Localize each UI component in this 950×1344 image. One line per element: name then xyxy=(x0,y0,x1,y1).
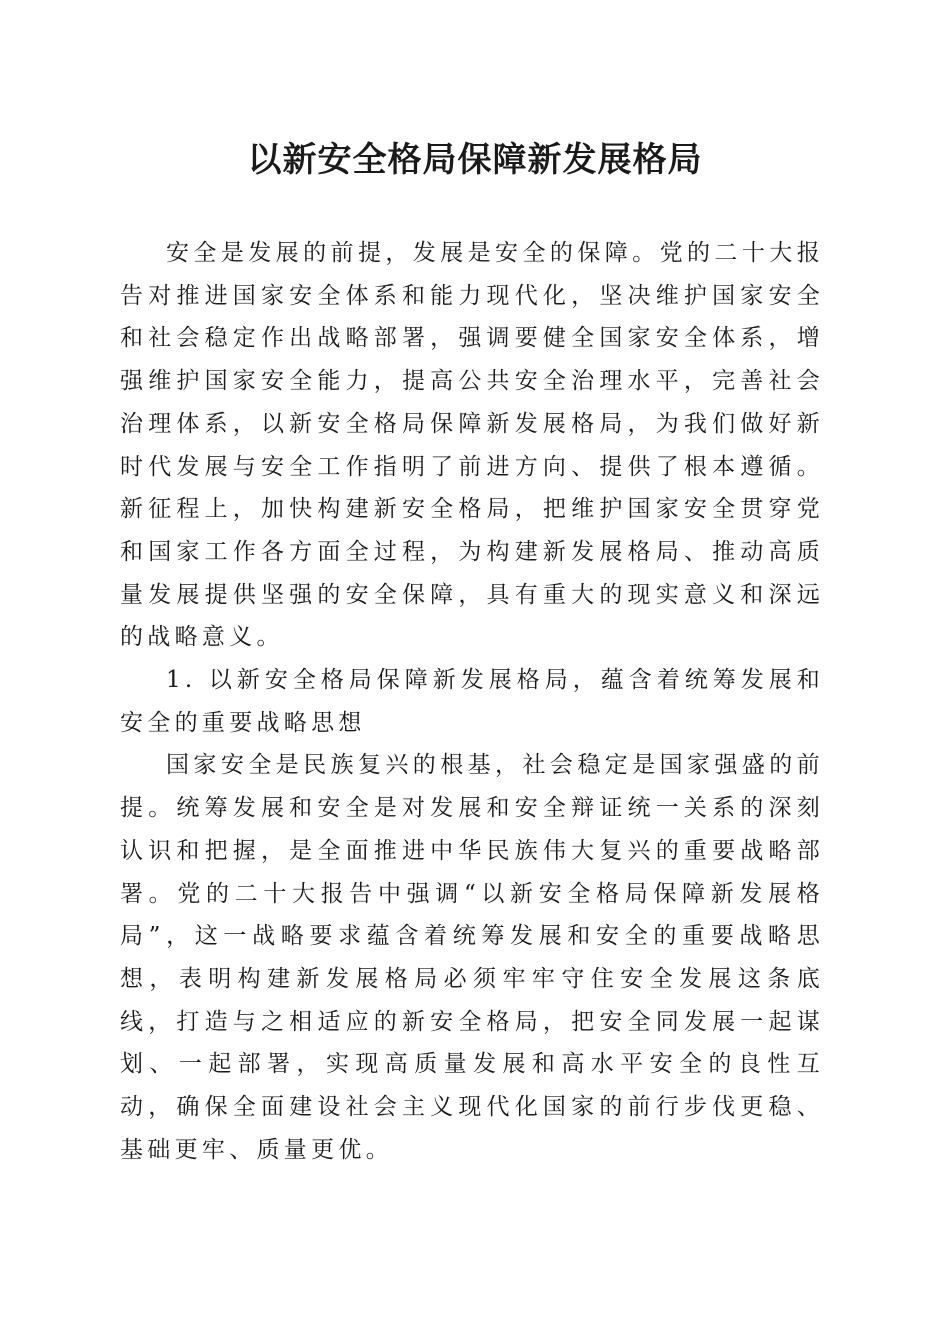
document-title: 以新安全格局保障新发展格局 xyxy=(247,140,703,180)
intro-paragraph: 安全是发展的前提，发展是安全的保障。党的二十大报告对推进国家安全体系和能力现代化，坚决维护国家安全和社会稳定作出战略部署，强调要健全国家安全体系，增强维护国家安全能力，提高公共安全治理水平，完善社会治理体系，以新安全格局保障新发展格局，为我们做好新时代发展与安全工作指明了前进方向、提供了根本遵循。新征程上，加快构建新安全格局，把维护国家安全贯穿党和国家工作各方面全过程，为构建新发展格局、推动高质量发展提供坚强的安全保障，具有重大的现实意义和深远的战略意义。 xyxy=(120,240,824,651)
section-1-paragraph: 国家安全是民族复兴的根基，社会稳定是国家强盛的前提。统筹发展和安全是对发展和安全辩证统一关系的深刻认识和把握，是全面推进中华民族伟大复兴的重要战略部署。党的二十大报告中强调“以新安全格局保障新发展格局”，这一战略要求蕴含着统筹发展和安全的重要战略思想，表明构建新发展格局必须牢牢守住安全发展这条底线，打造与之相适应的新安全格局，把安全同发展一起谋划、一起部署，实现高质量发展和高水平安全的良性互动，确保全面建设社会主义现代化国家的前行步伐更稳、基础更牢、质量更优。 xyxy=(120,752,824,1163)
document-body xyxy=(120,232,824,1171)
section-1-heading: 1. 以新安全格局保障新发展格局，蕴含着统筹发展和安全的重要战略思想 xyxy=(120,667,824,736)
